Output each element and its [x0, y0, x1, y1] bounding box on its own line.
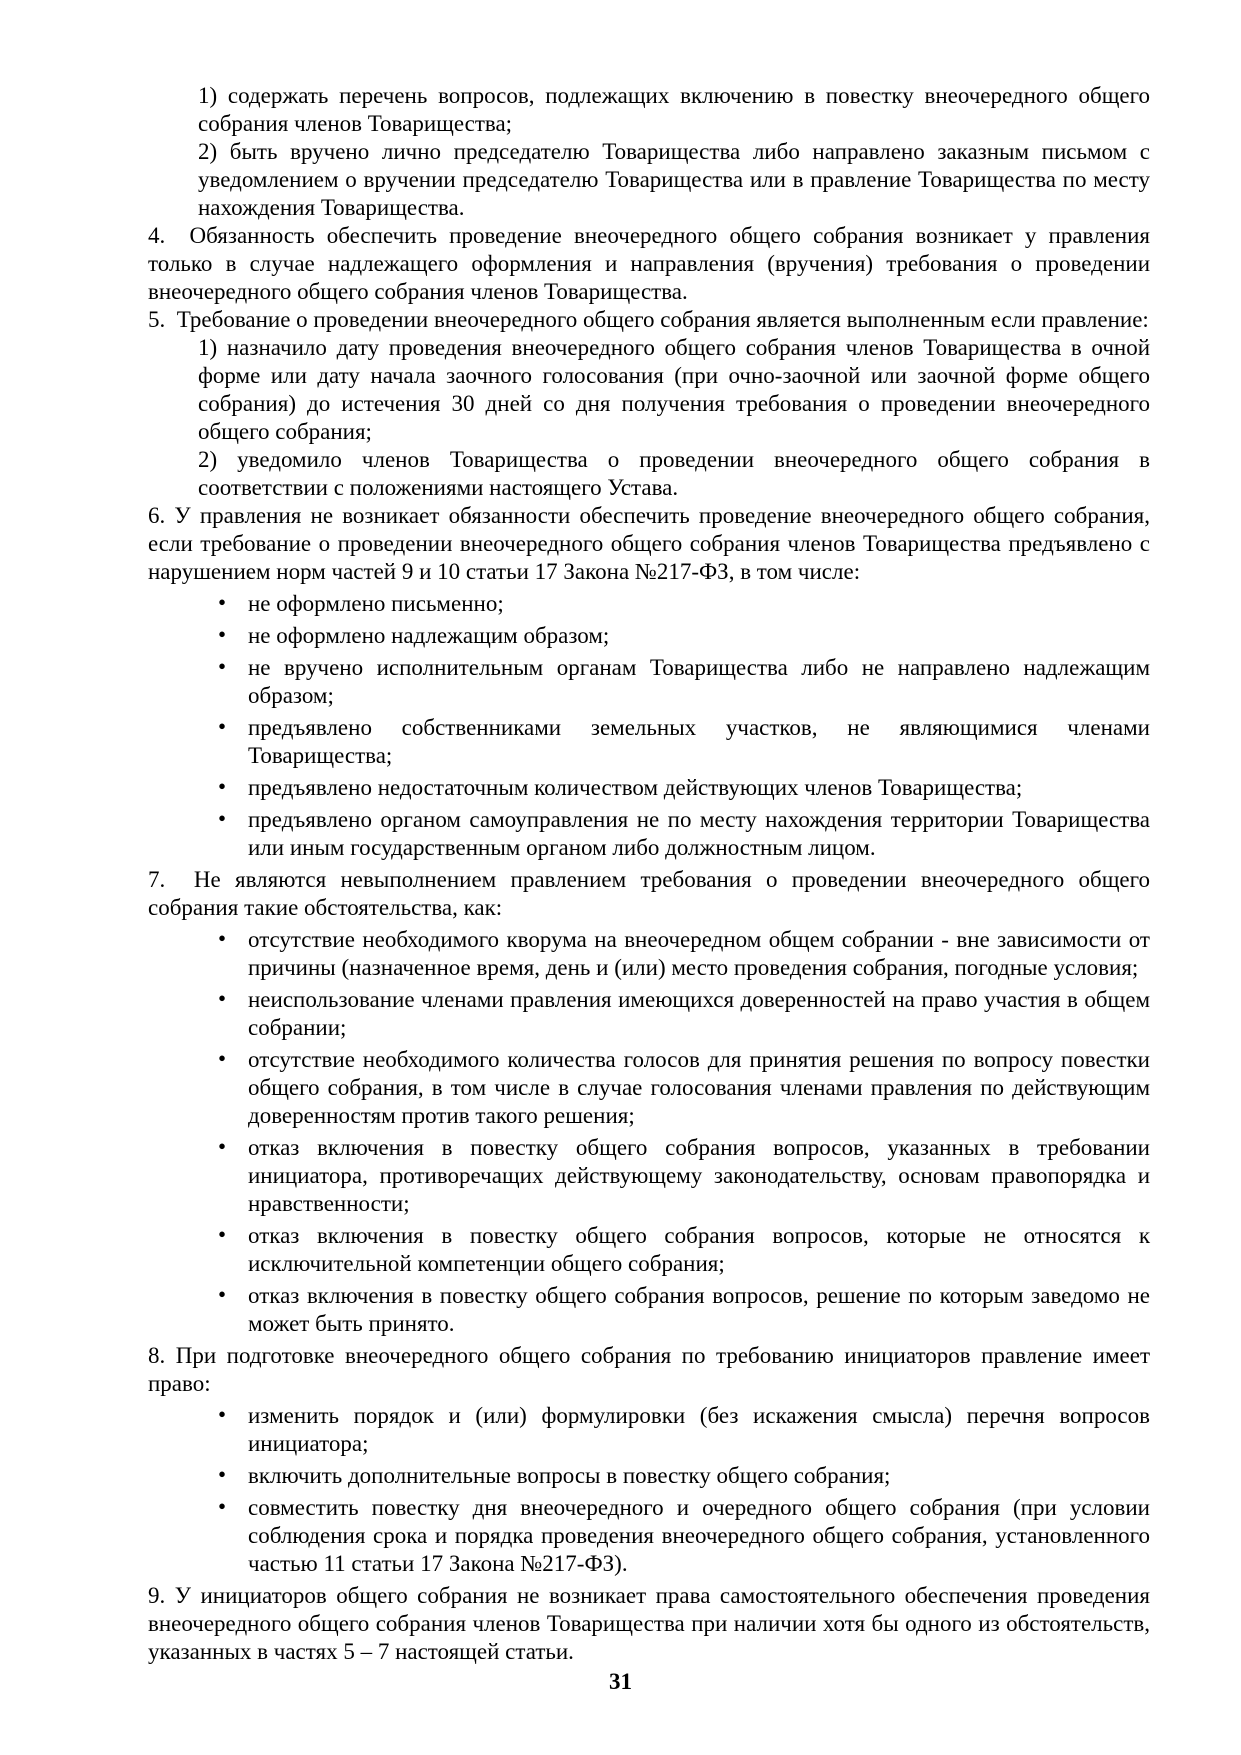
paragraph: 8. При подготовке внеочередного общего собрания по требованию инициаторов правление имеет право: [148, 1343, 1150, 1396]
bullet-icon: • [218, 622, 227, 647]
list-item [148, 1046, 1150, 1130]
bullet-icon: • [218, 806, 227, 831]
list-item [148, 1222, 1150, 1278]
list-item [148, 1282, 1150, 1338]
list-item-text: отказ включения в повестку общего собрания вопросов, решение по которым заведомо не может быть принято. [248, 1283, 1150, 1336]
list-item-text: совместить повестку дня внеочередного и очередного общего собрания (при условии соблюдения срока и порядка проведения внеочередного общего собрания, установленного частью 11 статьи 17 Закона №217-ФЗ). [248, 1495, 1150, 1576]
page-number: 31 [609, 1669, 632, 1694]
paragraph: 2) быть вручено лично председателю Товарищества либо направлено заказным письмом с уведомлением о вручении председателю Товарищества или в правление Товарищества по месту нахождения Товарищества. [198, 139, 1150, 220]
list-item-text: предъявлено недостаточным количеством действующих членов Товарищества; [248, 775, 1023, 800]
bullet-icon: • [218, 774, 227, 799]
bullet-icon: • [218, 654, 227, 679]
list-item [148, 590, 1150, 618]
list-item-text: не оформлено письменно; [248, 591, 504, 616]
paragraph: 9. У инициаторов общего собрания не возникает права самостоятельного обеспечения проведения внеочередного общего собрания членов Товарищества при наличии хотя бы одного из обстоятельств, указанных в частях 5 – 7 настоящей статьи. [148, 1583, 1150, 1664]
list-item [148, 986, 1150, 1042]
paragraph: 1) назначило дату проведения внеочередного общего собрания членов Товарищества в очной форме или дату начала заочного голосования (при очно-заочной или заочной форме общего собрания) до истечения 30 дней со дня получения требования о проведении внеочередного общего собрания; [198, 335, 1150, 444]
bullet-icon: • [218, 1282, 227, 1307]
bullet-icon: • [218, 590, 227, 615]
list-item-text: отказ включения в повестку общего собрания вопросов, указанных в требовании инициатора, противоречащих действующему законодательству, основам правопорядка и нравственности; [248, 1135, 1150, 1216]
list-item [148, 1134, 1150, 1218]
list-item [148, 1494, 1150, 1578]
bullet-icon: • [218, 1402, 227, 1427]
list-item-text: неиспользование членами правления имеющихся доверенностей на право участия в общем собрании; [248, 987, 1150, 1040]
list-item-text: изменить порядок и (или) формулировки (без искажения смысла) перечня вопросов инициатора; [248, 1403, 1150, 1456]
list-item-text: включить дополнительные вопросы в повестку общего собрания; [248, 1463, 891, 1488]
list-item [148, 1462, 1150, 1490]
paragraph: 5. Требование о проведении внеочередного общего собрания является выполненным если правление: [148, 307, 1149, 332]
list-item [148, 926, 1150, 982]
list-item [148, 1402, 1150, 1458]
list-item-text: отсутствие необходимого кворума на внеочередном общем собрании - вне зависимости от причины (назначенное время, день и (или) место проведения собрания, погодные условия; [248, 927, 1150, 980]
paragraph: 2) уведомило членов Товарищества о проведении внеочередного общего собрания в соответствии с положениями настоящего Устава. [198, 447, 1150, 500]
bullet-icon: • [218, 1134, 227, 1159]
bullet-icon: • [218, 926, 227, 951]
list-item-text: не вручено исполнительным органам Товарищества либо не направлено надлежащим образом; [248, 655, 1150, 708]
list-item-text: предъявлено собственниками земельных участков, не являющимися членами Товарищества; [248, 715, 1150, 768]
list-item-text: предъявлено органом самоуправления не по месту нахождения территории Товарищества или иным государственным органом либо должностным лицом. [248, 807, 1150, 860]
list-item-text: отсутствие необходимого количества голосов для принятия решения по вопросу повестки общего собрания, в том числе в случае голосования членами правления по действующим доверенностям против такого решения; [248, 1047, 1150, 1128]
bullet-icon: • [218, 986, 227, 1011]
list-item [148, 806, 1150, 862]
paragraph: 7. Не являются невыполнением правлением требования о проведении внеочередного общего собрания такие обстоятельства, как: [148, 867, 1150, 920]
bullet-icon: • [218, 714, 227, 739]
paragraph: 4. Обязанность обеспечить проведение внеочередного общего собрания возникает у правления только в случае надлежащего оформления и направления (вручения) требования о проведении внеочередного общего собрания членов Товарищества. [148, 223, 1150, 304]
document-body [148, 82, 1150, 1666]
bullet-icon: • [218, 1462, 227, 1487]
list-item-text: не оформлено надлежащим образом; [248, 623, 610, 648]
list-item [148, 714, 1150, 770]
paragraph: 1) содержать перечень вопросов, подлежащих включению в повестку внеочередного общего собрания членов Товарищества; [198, 83, 1150, 136]
bullet-icon: • [218, 1494, 227, 1519]
list-item [148, 654, 1150, 710]
list-item [148, 774, 1150, 802]
list-item-text: отказ включения в повестку общего собрания вопросов, которые не относятся к исключительной компетенции общего собрания; [248, 1223, 1150, 1276]
bullet-icon: • [218, 1046, 227, 1071]
paragraph: 6. У правления не возникает обязанности обеспечить проведение внеочередного общего собрания, если требование о проведении внеочередного общего собрания членов Товарищества предъявлено с нарушением норм частей 9 и 10 статьи 17 Закона №217-ФЗ, в том числе: [148, 503, 1150, 584]
bullet-icon: • [218, 1222, 227, 1247]
list-item [148, 622, 1150, 650]
